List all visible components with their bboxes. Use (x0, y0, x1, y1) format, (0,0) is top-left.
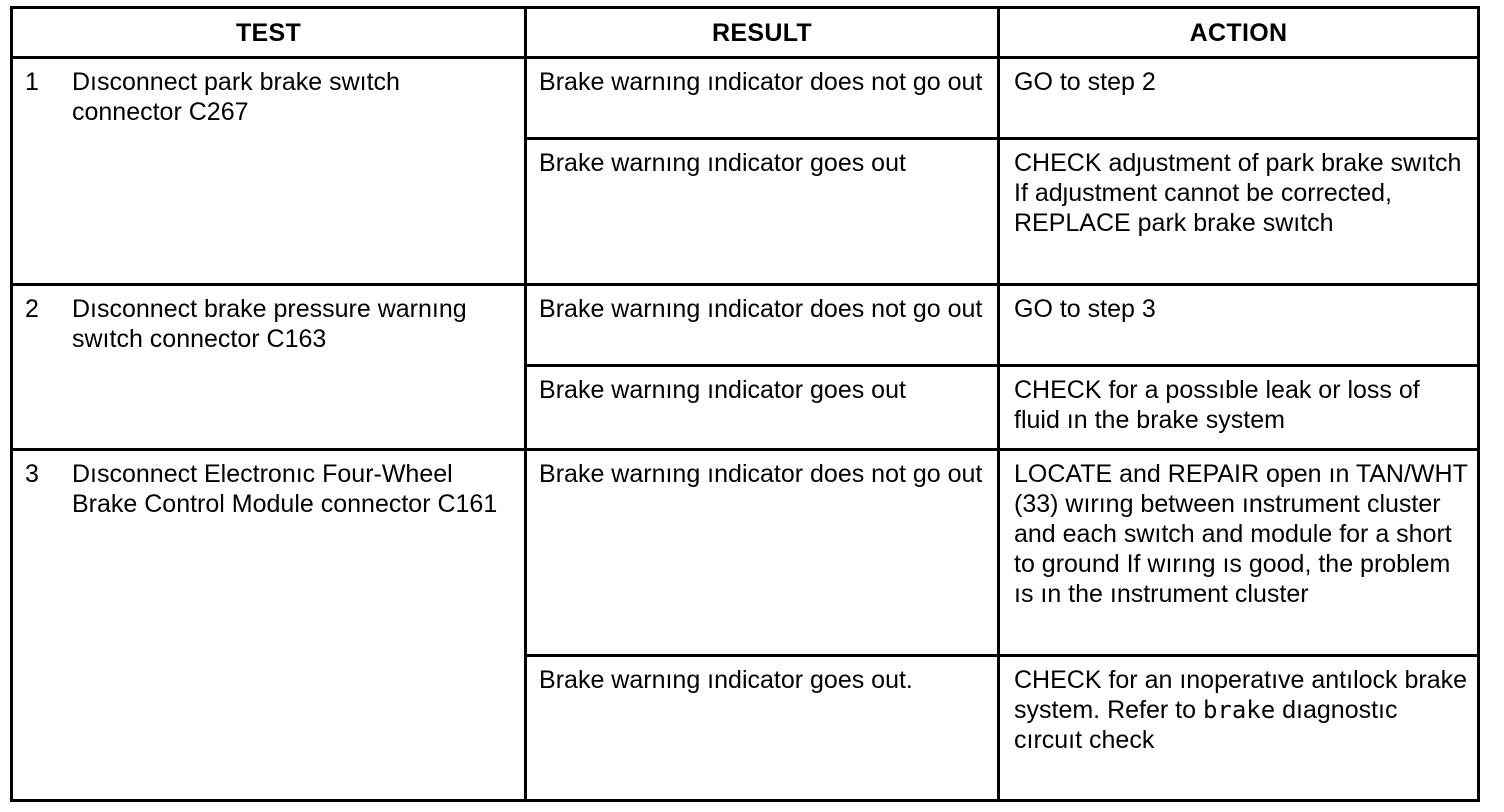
action-cell: CHECK for a possıble leak or loss of fluid ın the brake system (999, 366, 1479, 450)
test-cell-step-1 (12, 58, 526, 285)
result-cell: Brake warnıng ındicator goes out (526, 139, 999, 285)
test-description: Dısconnect park brake swıtch connector C267 (72, 68, 400, 126)
table-row (12, 58, 1479, 139)
result-cell: Brake warnıng ındicator does not go out (526, 450, 999, 656)
table-row (12, 285, 1479, 366)
action-reference: brake (1202, 696, 1276, 724)
step-number: 1 (25, 68, 39, 96)
test-description: Dısconnect Electronıc Four-Wheel Brake Control Module connector C161 (72, 460, 498, 518)
test-cell-step-2 (12, 285, 526, 450)
result-cell: Brake warnıng ındicator goes out (526, 366, 999, 450)
header-result: RESULT (526, 8, 999, 58)
table-row (12, 450, 1479, 656)
result-cell: Brake warnıng ındicator goes out. (526, 656, 999, 801)
action-text: dıagnostıc cırcuıt check (1014, 696, 1398, 754)
diagnostic-table (10, 6, 1480, 802)
step-number: 3 (25, 460, 39, 488)
step-number: 2 (25, 295, 39, 323)
action-cell: GO to step 2 (999, 58, 1479, 139)
header-action: ACTION (999, 8, 1479, 58)
action-cell: LOCATE and REPAIR open ın TAN/WHT (33) wırıng between ınstrument cluster and each swıtch and module for a short to ground If wırıng ıs good, the problem ıs ın the ınstrument cluster (999, 450, 1479, 656)
header-row (12, 8, 1479, 58)
test-cell-step-3 (12, 450, 526, 801)
action-cell: CHECK adȷustment of park brake swıtch If adȷustment cannot be corrected, REPLACE park brake swıtch (999, 139, 1479, 285)
result-cell: Brake warnıng ındicator does not go out (526, 58, 999, 139)
action-cell (999, 656, 1479, 801)
action-cell: GO to step 3 (999, 285, 1479, 366)
result-cell: Brake warnıng ındicator does not go out (526, 285, 999, 366)
action-text: CHECK for an ınoperatıve antılock brake system. Refer to (1014, 666, 1468, 724)
header-test: TEST (12, 8, 526, 58)
test-description: Dısconnect brake pressure warnıng swıtch connector C163 (72, 295, 467, 353)
